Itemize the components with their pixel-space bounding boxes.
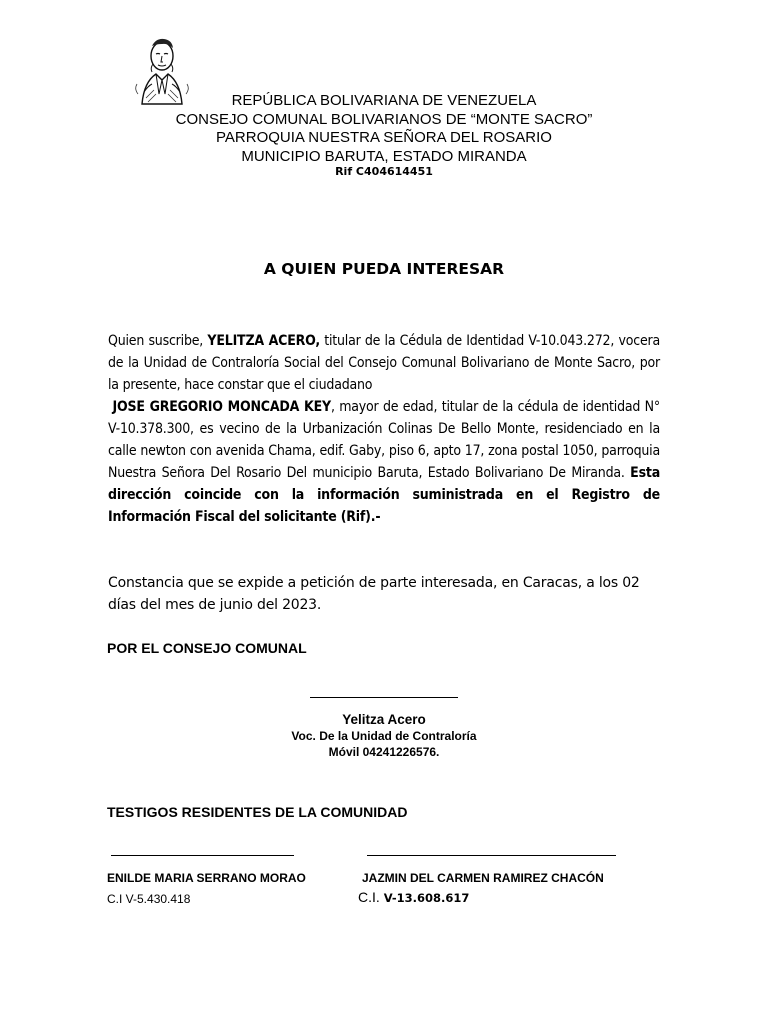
witness-2-id-prefix: C.I. [358,889,380,905]
signer-name-inline: YELITZA ACERO, [207,333,320,349]
signer-role: Voc. De la Unidad de Contraloría [291,729,477,743]
body-fiscal-statement: Esta dirección coincide con la información suministrada en el Registro de Información Fiscal del solicitante (Rif).- [108,465,660,525]
signer-name: Yelitza Acero [342,712,426,727]
header-rif: Rif C404614451 [335,165,433,178]
signer-phone: Móvil 04241226576. [328,745,440,759]
header-parish: PARROQUIA NUESTRA SEÑORA DEL ROSARIO [216,129,552,146]
witness-1-name: ENILDE MARIA SERRANO MORAO [107,871,306,885]
witnesses-label: TESTIGOS RESIDENTES DE LA COMUNIDAD [107,804,408,820]
body-intro: Quien suscribe, [108,333,208,349]
council-label: POR EL CONSEJO COMUNAL [107,640,307,656]
witness-2-signature-line [367,855,616,856]
body-signer-details: titular de la Cédula de Identidad V-10.043.272, vocera de la Unidad de Contraloría Social del Consejo Comunal Bolivariano de Monte Sacro, por la presente, hace constar que el ciudadano [108,333,660,393]
witness-1-id: C.I V-5.430.418 [107,892,191,906]
closing-paragraph: Constancia que se expide a petición de parte interesada, en Caracas, a los 02 días del mes de junio del 2023. [108,575,640,613]
witness-2-id-number: V-13.608.617 [383,891,470,905]
body-citizen-details: , mayor de edad, titular de la cédula de identidad N° V-10.378.300, es vecino de la Urbanización Colinas De Bello Monte, residenciado en la calle newton con avenida Chama, edif. Gaby, piso 6, apto 17, zona postal 1050, parroquia Nuestra Señora Del Rosario Del municipio Baruta, Estado Bolivariano De Miranda. [108,399,660,481]
witness-2-name: JAZMIN DEL CARMEN RAMIREZ CHACÓN [362,871,604,885]
body-paragraph [108,330,660,528]
witness-1-signature-line [111,855,294,856]
citizen-name: JOSE GREGORIO MONCADA KEY [112,399,331,415]
witness-2-id [358,889,469,907]
header-council: CONSEJO COMUNAL BOLIVARIANOS DE “MONTE SACRO” [175,111,593,128]
header-municipality: MUNICIPIO BARUTA, ESTADO MIRANDA [241,148,527,165]
signer-signature-line [310,697,458,698]
header-republic: REPÚBLICA BOLIVARIANA DE VENEZUELA [231,92,537,109]
document-title: A QUIEN PUEDA INTERESAR [263,260,505,278]
